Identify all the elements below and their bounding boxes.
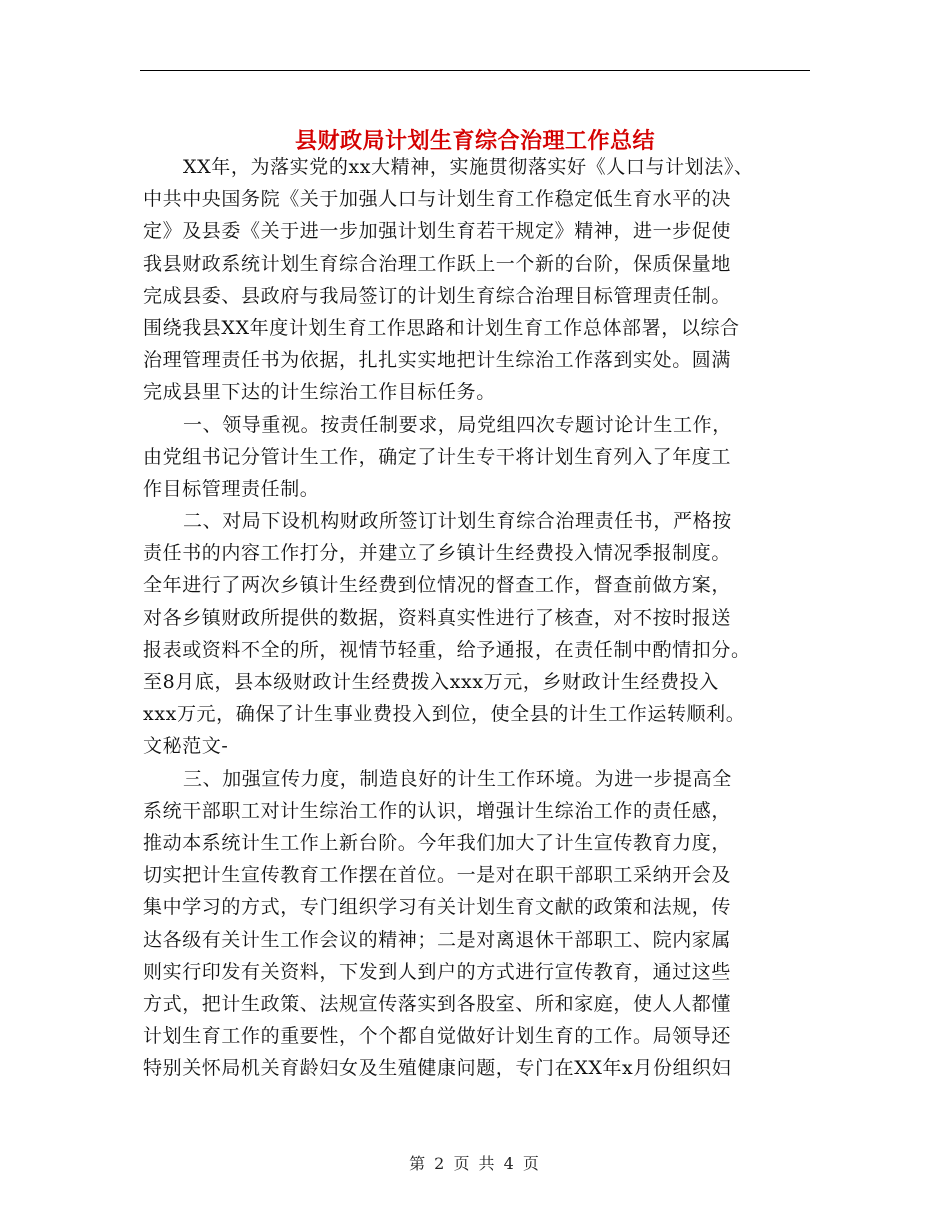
paragraph-line: 集中学习的方式，专门组织学习有关计划生育文献的政策和法规，传 — [143, 896, 732, 919]
paragraph-intro — [143, 151, 808, 409]
paragraph-line: 报表或资料不全的所，视情节轻重，给予通报，在责任制中酌情扣分。 — [143, 638, 751, 661]
paragraph-line: 则实行印发有关资料，下发到人到户的方式进行宣传教育，通过这些 — [143, 960, 732, 983]
header-rule — [140, 70, 810, 71]
paragraph-line: 全年进行了两次乡镇计生经费到位情况的督查工作，督查前做方案， — [143, 574, 732, 597]
paragraph-line: 治理管理责任书为依据，扎扎实实地把计生综治工作落到实处。圆满 — [143, 349, 732, 372]
paragraph-line: 完成县里下达的计生综治工作目标任务。 — [143, 381, 496, 404]
paragraph-line: 方式，把计生政策、法规宣传落实到各股室、所和家庭，使人人都懂 — [143, 992, 732, 1015]
paragraph-line: 达各级有关计生工作会议的精神；二是对离退休干部职工、院内家属 — [143, 928, 732, 951]
paragraph-line: 特别关怀局机关育龄妇女及生殖健康问题，专门在XX年x月份组织妇 — [143, 1057, 732, 1080]
paragraph-line: 二、对局下设机构财政所签订计划生育综合治理责任书，严格按 — [183, 510, 732, 533]
paragraph-line: 责任书的内容工作打分，并建立了乡镇计生经费投入情况季报制度。 — [143, 542, 732, 565]
paragraph-line: 系统干部职工对计生综治工作的认识，增强计生综治工作的责任感， — [143, 799, 732, 822]
paragraph-line: XX年，为落实党的xx大精神，实施贯彻落实好《人口与计划法》、 — [183, 156, 754, 178]
paragraph-line: 中共中央国务院《关于加强人口与计划生育工作稳定低生育水平的决 — [143, 188, 732, 211]
paragraph-line: 计划生育工作的重要性，个个都自觉做好计划生育的工作。局领导还 — [143, 1025, 732, 1048]
paragraph-line: 一、领导重视。按责任制要求，局党组四次专题讨论计生工作， — [183, 413, 732, 436]
document-body — [143, 151, 808, 1084]
paragraph-line: 定》及县委《关于进一步加强计划生育若干规定》精神，进一步促使 — [143, 220, 732, 243]
paragraph-line: 作目标管理责任制。 — [143, 477, 320, 500]
paragraph-section-3 — [143, 763, 808, 1085]
paragraph-line: xxx万元，确保了计生事业费投入到位，使全县的计生工作运转顺利。 — [143, 703, 746, 726]
paragraph-line: 至8月底，县本级财政计生经费拨入xxx万元，乡财政计生经费投入 — [143, 671, 719, 693]
paragraph-line: 文秘范文- — [143, 735, 229, 758]
paragraph-line: 切实把计生宣传教育工作摆在首位。一是对在职干部职工采纳开会及 — [143, 864, 732, 887]
paragraph-line: 由党组书记分管计生工作，确定了计生专干将计划生育列入了年度工 — [143, 445, 732, 468]
paragraph-line: 三、加强宣传力度，制造良好的计生工作环境。为进一步提高全 — [183, 767, 732, 790]
paragraph-line: 完成县委、县政府与我局签订的计划生育综合治理目标管理责任制。 — [143, 284, 732, 307]
paragraph-section-2 — [143, 505, 808, 763]
page-number-footer: 第 2 页 共 4 页 — [409, 1154, 541, 1173]
paragraph-line: 我县财政系统计划生育综合治理工作跃上一个新的台阶，保质保量地 — [143, 252, 732, 275]
paragraph-line: 围绕我县XX年度计划生育工作思路和计划生育工作总体部署，以综合 — [143, 316, 740, 339]
document-title: 县财政局计划生育综合治理工作总结 — [294, 127, 655, 154]
paragraph-section-1 — [143, 409, 808, 506]
paragraph-line: 对各乡镇财政所提供的数据，资料真实性进行了核查，对不按时报送 — [143, 606, 732, 629]
paragraph-line: 推动本系统计生工作上新台阶。今年我们加大了计生宣传教育力度， — [143, 831, 732, 854]
